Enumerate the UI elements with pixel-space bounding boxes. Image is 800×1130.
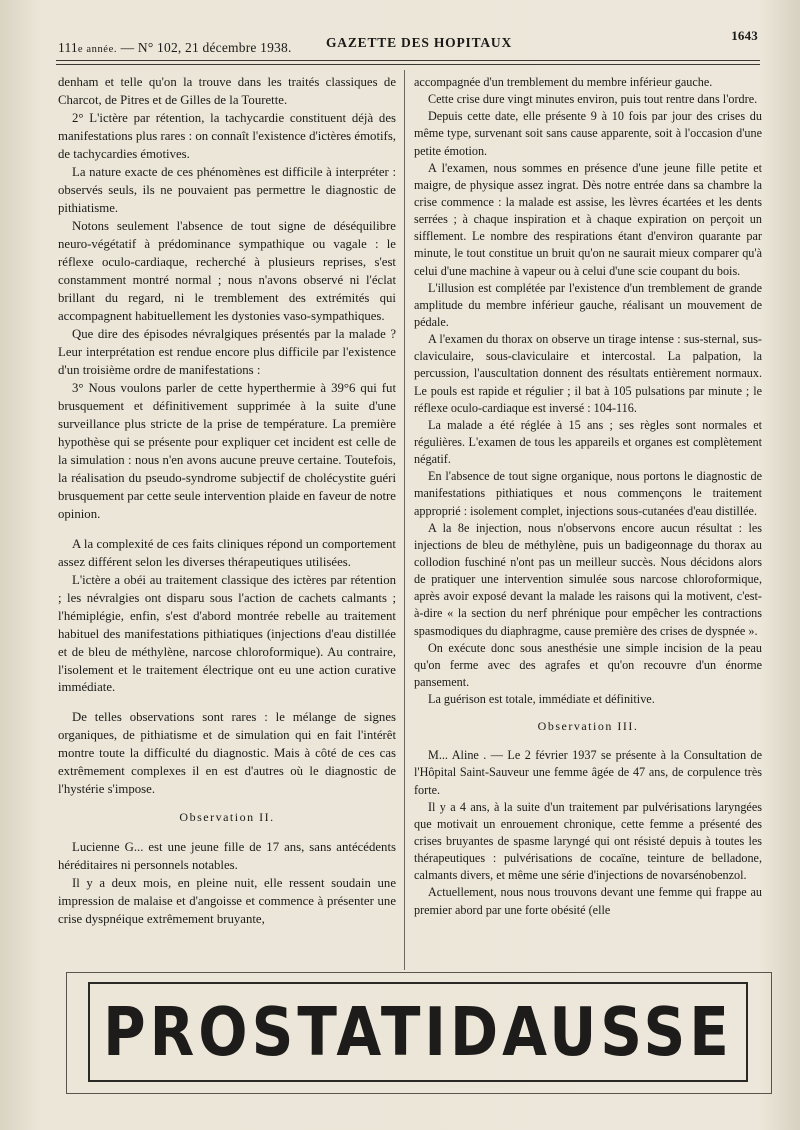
observation-3-title: Observation III. xyxy=(537,719,639,734)
left-paragraph: A la complexité de ces faits cliniques répond un comportement assez différent selon les diverses thérapeutiques utilisées. xyxy=(58,536,396,569)
left-paragraph: denham et telle qu'on la trouve dans les traités classiques de Charcot, de Pitres et de Gilles de la Tourette. xyxy=(58,75,396,107)
left-paragraph: Que dire des épisodes névralgiques présentés par la malade ? Leur interprétation est rendue encore plus difficile par l'existence d'un troisième ordre de manifestations : xyxy=(58,326,396,377)
column-divider xyxy=(404,70,405,970)
right-paragraph: A la 8e injection, nous n'observons encore aucun résultat : les injections de bleu de méthylène, puis un badigeonnage du thorax au collodion fuschiné n'ont pas un meilleur succès. Nous décidons alors de pratiquer une intervention simulée sous narcose chloroformique, après avoir exposé devant la malade les raisons qui la motivent, c'est-à-dire « la section du nerf phrénique pour empêcher les contractions spasmodiques du diaphragme, cause première des crises de dyspnée ». xyxy=(414,520,762,638)
right-paragraph: La guérison est totale, immédiate et définitive. xyxy=(428,692,655,707)
left-paragraph: L'ictère a obéi au traitement classique des ictères par rétention ; les névralgies ont disparu sous l'action de cachets calmants ; l'hémiplégie, enfin, s'est d'abord montrée rebelle au traitement habituel des manifestations pithiatiques (injections d'eau distillée et de bleu de méthylène, narcose chloroformique). Au contraire, l'isolement et le traitement électrique ont eu une action curative immédiate. xyxy=(58,572,396,695)
advertisement-box xyxy=(88,982,748,1082)
left-column xyxy=(58,74,396,929)
observation-3-paragraph: M... Aline . — Le 2 février 1937 se présente à la Consultation de l'Hôpital Saint-Sauveur une femme âgée de 47 ans, de corpulence très forte. xyxy=(414,748,762,797)
right-paragraph: A l'examen, nous sommes en présence d'une jeune fille petite et maigre, de physique assez ingrat. Dès notre entrée dans sa chambre la crise commence : la malade est assise, les lèvres écartées et les dents serrées ; à chaque inspiration et à chaque expiration on perçoit un sifflement. Le nombre des respirations étant d'environ quarante par minute, le tout constitue un bruit qu'on ne saurait mieux comparer qu'à celui d'une machine à vapeur ou à celui d'une scie coupant du bois. xyxy=(414,160,762,278)
observation-2-title: Observation II. xyxy=(179,810,275,825)
page-number: 1643 xyxy=(731,28,758,43)
header-rule-thin xyxy=(56,64,760,65)
observation-2-paragraph: Lucienne G... est une jeune fille de 17 ans, sans antécédents héréditaires ni personnels notables. xyxy=(58,840,396,873)
right-paragraph: En l'absence de tout signe organique, nous portons le diagnostic de manifestations pithiatiques et nous commençons le traitement approprié : isolement complet, injections sous-cutanées d'eau distillée. xyxy=(414,469,762,518)
right-paragraph: Cette crise dure vingt minutes environ, puis tout rentre dans l'ordre. xyxy=(428,92,758,107)
header-volume: 111 xyxy=(58,40,78,55)
header-issue: — N° 102, 21 décembre 1938. xyxy=(120,40,292,55)
observation-3-paragraph: Actuellement, nous nous trouvons devant une femme qui frappe au premier abord par une forte obésité (elle xyxy=(414,885,762,917)
right-paragraph: A l'examen du thorax on observe un tirage intense : sus-sternal, sus-claviculaire, sous-claviculaire et intercostal. La palpation, la percussion, l'auscultation donnent des résultats entièrement normaux. Le pouls est rapide et régulier ; il bat à 105 pulsations par minute ; le réflexe oculo-cardiaque est inversé : 104-116. xyxy=(414,332,762,415)
right-paragraph: accompagnée d'un tremblement du membre inférieur gauche. xyxy=(414,75,713,89)
left-paragraph: La nature exacte de ces phénomènes est difficile à interpréter : observés seuls, ils ne pouvaient pas permettre le diagnostic de pithiatisme. xyxy=(58,164,396,215)
left-paragraph: 3° Nous voulons parler de cette hyperthermie à 39°6 qui fut brusquement et définitivement supprimée à la suite d'une surveillance plus stricte de la prise de température. La première hypothèse qui se présente pour expliquer cet incident est celle de la simulation : nous n'en avons aucune preuve certaine. Toutefois, la réalisation du pseudo-syndrome subjectif de cholécystite guéri brusquement par cette seule intervention plaide en faveur de notre opinion. xyxy=(58,380,396,521)
right-column xyxy=(414,74,762,919)
advertisement-text: PROSTATIDAUSSE xyxy=(103,992,733,1072)
right-paragraph: Depuis cette date, elle présente 9 à 10 fois par jour des crises du même type, survenant soit sans cause apparente, soit à l'occasion d'une petite émotion. xyxy=(414,109,762,158)
left-paragraph: Notons seulement l'absence de tout signe de déséquilibre neuro-végétatif à prédominance sympathique ou vagale : le réflexe oculo-cardiaque, recherché à plusieurs reprises, s'est constamment montré normal ; nous n'avons observé ni l'éclat brillant du regard, ni le tremblement des extrémités qui accompagnent habituellement les dystonies vaso-sympathiques. xyxy=(58,218,396,323)
left-paragraph: 2° L'ictère par rétention, la tachycardie constituent déjà des manifestations plus rares : on connaît l'existence d'ictères émotifs, de tachycardies émotives. xyxy=(58,110,396,161)
page-header xyxy=(58,28,758,58)
observation-3-paragraph: Il y a 4 ans, à la suite d'un traitement par pulvérisations laryngées que motivait un enrouement chronique, cette femme a présenté des crises bruyantes de spasme laryngé qui ont résisté depuis à toutes les thérapeutiques : pulvérisations de cocaïne, teinture de belladone, calmants divers, et même une série d'injections de novarsénobenzol. xyxy=(414,799,762,883)
right-paragraph: L'illusion est complétée par l'existence d'un tremblement de grande amplitude du membre inférieur gauche, réalisant un mouvement de pédale. xyxy=(414,280,762,329)
header-issue-info xyxy=(58,40,292,56)
right-paragraph: La malade a été réglée à 15 ans ; ses règles sont normales et régulières. L'examen de tous les appareils et organes est complètement négatif. xyxy=(414,417,762,467)
observation-2-paragraph: Il y a deux mois, en pleine nuit, elle ressent soudain une impression de malaise et d'angoisse et commence à présenter une crise dyspnéique extrêmement bruyante, xyxy=(58,876,396,927)
journal-title: GAZETTE DES HOPITAUX xyxy=(326,35,513,50)
left-paragraph: De telles observations sont rares : le mélange de signes organiques, de pithiatisme et de simulation qui en fait l'intérêt montre toute la difficulté du diagnostic. Mais à côté de ces cas extrêmement complexes il en est d'autres où le diagnostic de l'hystérie s'impose. xyxy=(58,710,396,797)
header-volume-suffix: e année. xyxy=(77,44,118,55)
header-rule xyxy=(56,60,760,61)
right-paragraph: On exécute donc sous anesthésie une simple incision de la peau qu'on ferme avec des agrafes et qu'on recouvre d'un énorme pansement. xyxy=(414,640,762,689)
